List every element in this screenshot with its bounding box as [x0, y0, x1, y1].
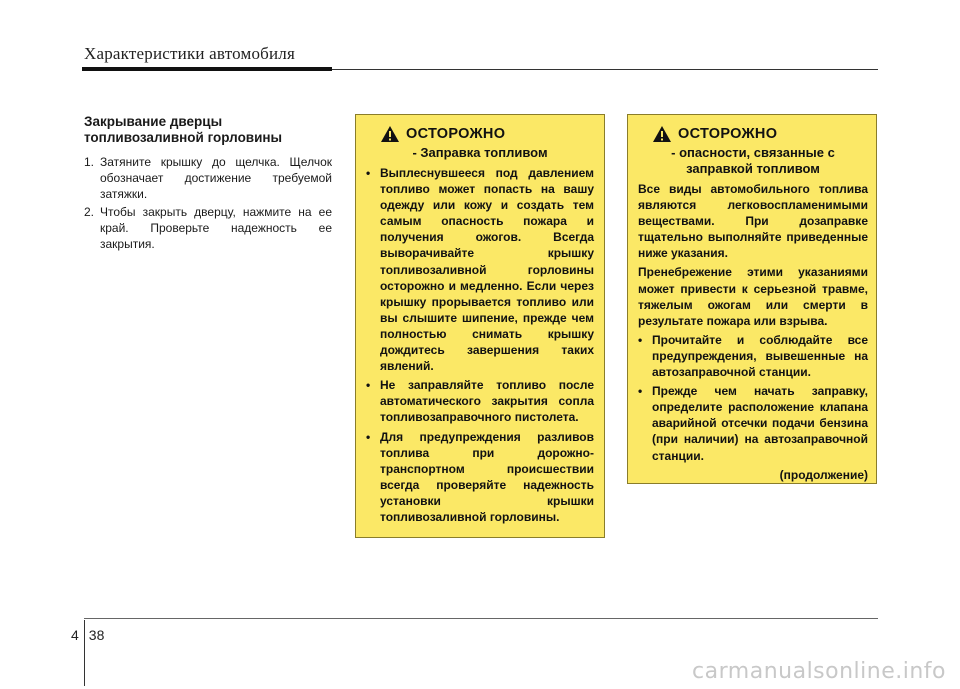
- step-text: Затяните крышку до щелчка. Щелчок обозначает достижение требуемой затяжки.: [100, 155, 332, 201]
- steps-list: [84, 154, 332, 252]
- bullet-dot-icon: •: [366, 429, 371, 444]
- bullet-text: Не заправляйте топливо после автоматического закрытия сопла топливозаправочного пистолета.: [380, 378, 594, 425]
- header-rule-thin: [332, 69, 878, 70]
- bullet-text: Для предупреждения разливов топлива при дорожно-транспортном происшествии всегда проверяйте надежность установки крышки топливозаливной горловины.: [380, 429, 594, 524]
- warning-header: [652, 125, 868, 143]
- bullet-text: Выплеснувшееся под давлением топливо может попасть на вашу одежду или кожу и создать тем самым опасность пожара и получения ожогов. Всегда выворачивайте крышку топливозаливной горловины осторожно и медленно. Если через крышку прорывается топливо или вы слышите шипение, прежде чем полностью снимать крышку дождитесь завершения таких явлений.: [380, 166, 594, 374]
- bullet-text: Прежде чем начать заправку, определите расположение клапана аварийной отсечки подачи бензина (при наличии) на автозаправочной станции.: [652, 384, 868, 463]
- bullet-text: Прочитайте и соблюдайте все предупреждения, вывешенные на автозаправочной станции.: [652, 332, 868, 380]
- section-heading: [84, 114, 332, 146]
- bullet-dot-icon: •: [366, 378, 371, 393]
- page-num: 38: [88, 627, 105, 643]
- section-heading-line2: топливозаливной горловины: [84, 130, 283, 145]
- step-number: 1.: [84, 155, 95, 169]
- warning-paragraph: Пренебрежение этими указаниями может привести к серьезной травме, тяжелым ожогам или смерти в результате пожара или взрыва.: [638, 265, 868, 328]
- bullet-dot-icon: •: [638, 332, 643, 347]
- warning-header: [380, 125, 594, 143]
- step-item: [84, 204, 332, 252]
- warning-title: ОСТОРОЖНО: [678, 125, 778, 142]
- step-item: [84, 154, 332, 202]
- fuel-door-section: [84, 114, 332, 254]
- warning-bullet: [366, 377, 594, 425]
- chapter-number: 4: [71, 627, 79, 643]
- warning-subtitle: - опасности, связанные с заправкой топливом: [671, 145, 835, 176]
- step-text: Чтобы закрыть дверцу, нажмите на ее край. Проверьте надежность ее закрытия.: [100, 205, 332, 251]
- watermark: carmanualsonline.info: [692, 659, 946, 684]
- warning-bullet: [366, 165, 594, 374]
- warning-bullet: [638, 383, 868, 463]
- warning-bullet: [638, 332, 868, 380]
- bullet-dot-icon: •: [638, 384, 643, 399]
- section-heading-line1: Закрывание дверцы: [84, 114, 223, 129]
- warning-box-refueling: [355, 114, 605, 538]
- warning-subtitle: - Заправка топливом: [412, 145, 548, 160]
- page-header-title: Характеристики автомобиля: [84, 44, 295, 63]
- warning-triangle-icon: [380, 125, 400, 143]
- warning-title: ОСТОРОЖНО: [406, 125, 506, 142]
- footer-rule: [84, 618, 878, 619]
- warning-bullet: [366, 429, 594, 526]
- warning-triangle-icon: [652, 125, 672, 143]
- step-number: 2.: [84, 205, 95, 219]
- header-rule-thick: [82, 67, 332, 71]
- warning-paragraph: Все виды автомобильного топлива являются легковоспламенимыми веществами. При дозаправке тщательно выполняйте приведенные ниже указания.: [638, 182, 868, 261]
- warning-box-refueling-hazards: [627, 114, 877, 484]
- continued-note: (продолжение): [779, 467, 868, 482]
- bullet-dot-icon: •: [366, 166, 371, 180]
- page-number: [71, 627, 104, 643]
